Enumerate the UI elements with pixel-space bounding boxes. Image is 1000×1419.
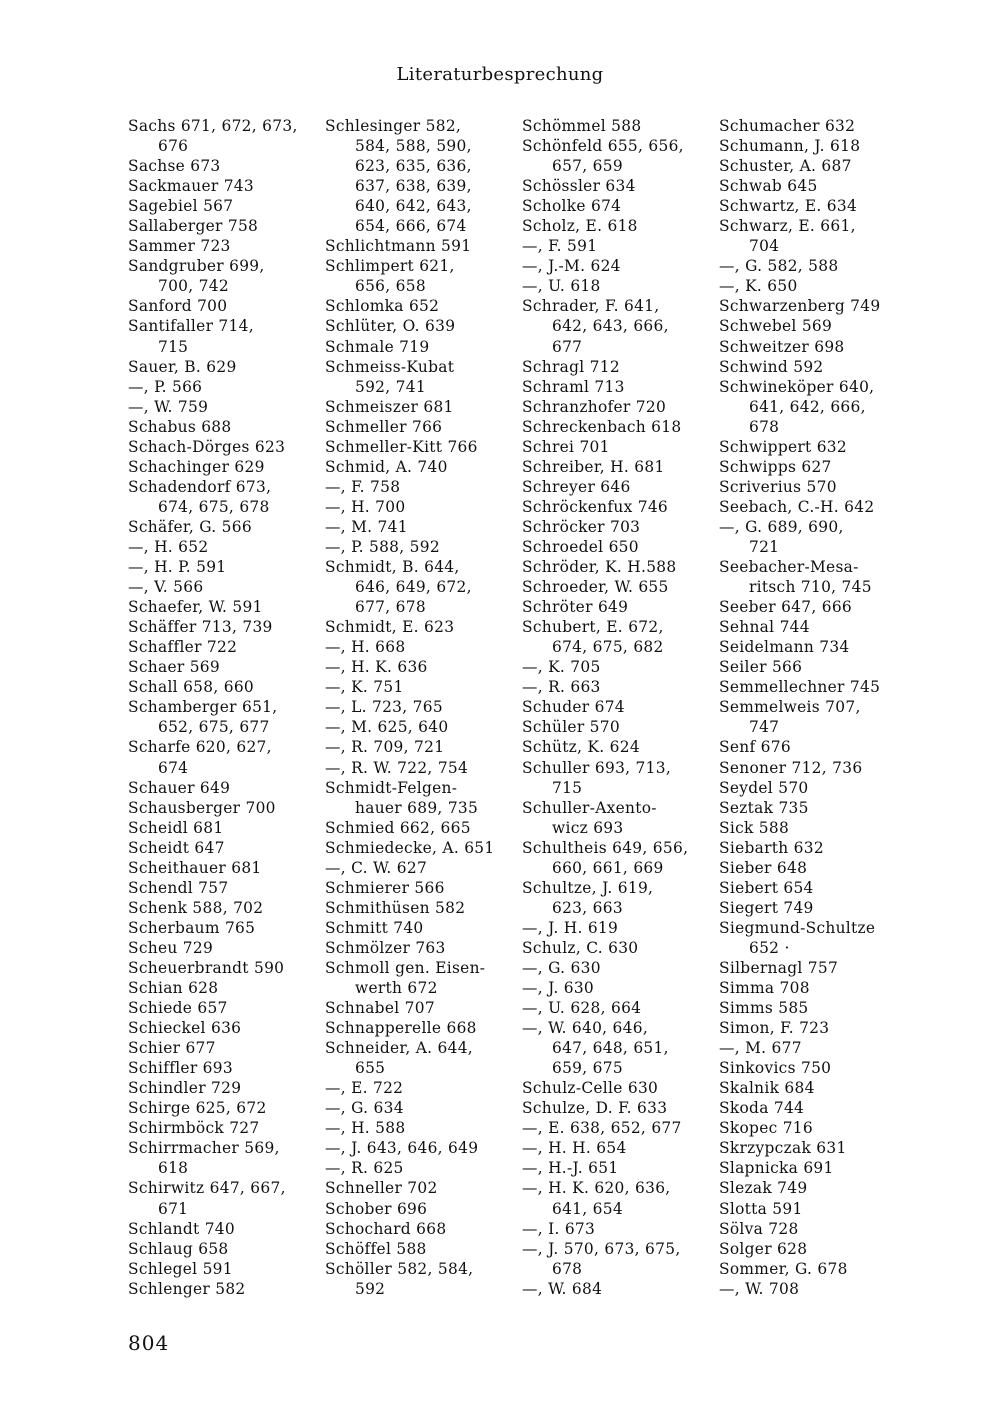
index-entry: Schultheis 649, 656, bbox=[522, 838, 689, 857]
index-entry: Schössler 634 bbox=[522, 177, 636, 196]
index-entry: Scheidt 647 bbox=[128, 838, 225, 857]
index-entry: Sommer, G. 678 bbox=[719, 1259, 848, 1278]
index-entry: Schwab 645 bbox=[719, 177, 818, 196]
index-entry: Schlegel 591 bbox=[128, 1259, 233, 1278]
index-entry: Schmithüsen 582 bbox=[325, 898, 466, 917]
index-entry: Semmellechner 745 bbox=[719, 678, 881, 697]
index-entry: Schumann, J. 618 bbox=[719, 137, 861, 156]
index-entry: Skopec 716 bbox=[719, 1119, 813, 1138]
index-entry: Schröckenfux 746 bbox=[522, 497, 669, 516]
index-entry: Schroedel 650 bbox=[522, 537, 639, 556]
index-entry: Schober 696 bbox=[325, 1199, 428, 1218]
index-entry-continuation: 747 bbox=[749, 718, 780, 737]
index-entry: Siebert 654 bbox=[719, 878, 814, 897]
index-entry: Schwartz, E. 634 bbox=[719, 197, 858, 216]
index-entry: —, H. 588 bbox=[325, 1119, 406, 1138]
index-entry: Schwebel 569 bbox=[719, 317, 833, 336]
index-entry: Seztak 735 bbox=[719, 798, 809, 817]
index-entry: Schönfeld 655, 656, bbox=[522, 137, 684, 156]
index-entry-continuation: 623, 663 bbox=[552, 898, 623, 917]
index-entry: —, G. 689, 690, bbox=[719, 517, 844, 536]
index-entry: Seiler 566 bbox=[719, 658, 803, 677]
index-entry: Scheuerbrandt 590 bbox=[128, 958, 285, 977]
index-entry: Schuder 674 bbox=[522, 698, 625, 717]
index-entry: Skrzypczak 631 bbox=[719, 1139, 847, 1158]
index-entry: Schwarzenberg 749 bbox=[719, 297, 881, 316]
index-entry-continuation: ritsch 710, 745 bbox=[749, 578, 872, 597]
index-entry: —, U. 618 bbox=[522, 277, 601, 296]
index-entry: Schranzhofer 720 bbox=[522, 397, 667, 416]
index-entry-continuation: 677 bbox=[552, 337, 583, 356]
index-entry: —, W. 708 bbox=[719, 1279, 800, 1298]
index-entry: Schirmböck 727 bbox=[128, 1119, 260, 1138]
index-entry: Schrader, F. 641, bbox=[522, 297, 660, 316]
index-entry: Schnapperelle 668 bbox=[325, 1019, 477, 1038]
index-column-3 bbox=[522, 116, 702, 1299]
index-entry: —, H. P. 591 bbox=[128, 558, 227, 577]
index-entry: Schwipps 627 bbox=[719, 457, 832, 476]
index-entry: Schaer 569 bbox=[128, 658, 220, 677]
index-entry: Skoda 744 bbox=[719, 1099, 805, 1118]
index-entry: Sachse 673 bbox=[128, 157, 221, 176]
index-entry: Senf 676 bbox=[719, 738, 791, 757]
index-entry: Schöller 582, 584, bbox=[325, 1259, 474, 1278]
index-entry-continuation: 660, 661, 669 bbox=[552, 858, 664, 877]
index-entry-continuation: 623, 635, 636, bbox=[355, 157, 472, 176]
index-entry: Sölva 728 bbox=[719, 1219, 799, 1238]
index-entry: Schüler 570 bbox=[522, 718, 620, 737]
index-entry: Sauer, B. 629 bbox=[128, 357, 237, 376]
index-entry: —, G. 630 bbox=[522, 958, 601, 977]
index-entry: Scheidl 681 bbox=[128, 818, 224, 837]
index-entry: —, C. W. 627 bbox=[325, 858, 428, 877]
index-entry: Schröcker 703 bbox=[522, 517, 641, 536]
index-entry: Sanford 700 bbox=[128, 297, 228, 316]
index-entry: Sehnal 744 bbox=[719, 618, 810, 637]
index-entry: Schubert, E. 672, bbox=[522, 618, 664, 637]
index-entry: Schirrmacher 569, bbox=[128, 1139, 280, 1158]
index-entry: Schirwitz 647, 667, bbox=[128, 1179, 286, 1198]
index-entry-continuation: 641, 642, 666, bbox=[749, 397, 866, 416]
index-entry: Schlaug 658 bbox=[128, 1239, 229, 1258]
index-entry: Schier 677 bbox=[128, 1039, 216, 1058]
index-entry: Schäffer 713, 739 bbox=[128, 618, 273, 637]
index-entry: —, L. 723, 765 bbox=[325, 698, 443, 717]
index-entry: —, H. 652 bbox=[128, 537, 209, 556]
index-entry: —, K. 751 bbox=[325, 678, 404, 697]
index-entry: Schabus 688 bbox=[128, 417, 232, 436]
index-entry: Seeber 647, 666 bbox=[719, 598, 853, 617]
index-entry: Schnabel 707 bbox=[325, 999, 435, 1018]
index-entry: —, R. 625 bbox=[325, 1159, 404, 1178]
index-entry: —, F. 591 bbox=[522, 237, 598, 256]
index-entry: Schmitt 740 bbox=[325, 918, 424, 937]
index-entry: Sachs 671, 672, 673, bbox=[128, 117, 298, 135]
index-entry: Schieckel 636 bbox=[128, 1019, 242, 1038]
index-entry: Schweitzer 698 bbox=[719, 337, 845, 356]
index-entry: Schlandt 740 bbox=[128, 1219, 235, 1238]
index-entry: Scherbaum 765 bbox=[128, 918, 256, 937]
index-entry: Schöffel 588 bbox=[325, 1239, 427, 1258]
index-entry: —, H. K. 636 bbox=[325, 658, 428, 677]
index-entry: —, J.-M. 624 bbox=[522, 257, 621, 276]
index-entry: Schaefer, W. 591 bbox=[128, 598, 263, 617]
index-entry: Schadendorf 673, bbox=[128, 477, 272, 496]
index-entry: Schröter 649 bbox=[522, 598, 629, 617]
index-entry: —, R. 663 bbox=[522, 678, 601, 697]
index-entry: Schlomka 652 bbox=[325, 297, 440, 316]
index-entry: Siebarth 632 bbox=[719, 838, 824, 857]
index-entry: —, H. 700 bbox=[325, 497, 406, 516]
index-entry: Schmeller-Kitt 766 bbox=[325, 437, 478, 456]
index-entry: Schmiedecke, A. 651 bbox=[325, 838, 495, 857]
index-entry-continuation: 652, 675, 677 bbox=[158, 718, 270, 737]
index-entry: Schulz, C. 630 bbox=[522, 938, 639, 957]
index-entry-continuation: hauer 689, 735 bbox=[355, 798, 479, 817]
index-entry-continuation: wicz 693 bbox=[552, 818, 624, 837]
index-entry: Slotta 591 bbox=[719, 1199, 803, 1218]
index-entry: Schlesinger 582, bbox=[325, 117, 462, 135]
index-entry: Schütz, K. 624 bbox=[522, 738, 640, 757]
index-entry-continuation: 674 bbox=[158, 758, 189, 777]
index-entry: Schneller 702 bbox=[325, 1179, 438, 1198]
index-entry: Sallaberger 758 bbox=[128, 217, 259, 236]
index-entry-continuation: 618 bbox=[158, 1159, 189, 1178]
index-entry: Sinkovics 750 bbox=[719, 1059, 832, 1078]
index-entry: Simms 585 bbox=[719, 999, 809, 1018]
index-entry-continuation: 676 bbox=[158, 137, 189, 156]
index-entry-continuation: 637, 638, 639, bbox=[355, 177, 472, 196]
index-entry: Schömmel 588 bbox=[522, 117, 642, 135]
index-entry: Seebach, C.-H. 642 bbox=[719, 497, 875, 516]
index-entry-continuation: 655 bbox=[355, 1059, 386, 1078]
index-entry: —, W. 640, 646, bbox=[522, 1019, 649, 1038]
index-entry: Schmeiss-Kubat bbox=[325, 357, 455, 376]
index-entry: —, R. 709, 721 bbox=[325, 738, 445, 757]
index-entry: Siegert 749 bbox=[719, 898, 814, 917]
index-entry: Scheu 729 bbox=[128, 938, 214, 957]
index-column-2 bbox=[325, 116, 505, 1299]
index-entry: Schochard 668 bbox=[325, 1219, 447, 1238]
index-entry: —, H. H. 654 bbox=[522, 1139, 627, 1158]
index-entry-continuation: 715 bbox=[158, 337, 189, 356]
index-entry: Schiffler 693 bbox=[128, 1059, 233, 1078]
index-entry: Schwippert 632 bbox=[719, 437, 847, 456]
index-entry: Simma 708 bbox=[719, 979, 810, 998]
index-entry: Schauer 649 bbox=[128, 778, 231, 797]
index-entry: Schuller-Axento- bbox=[522, 798, 657, 817]
index-entry-continuation: 640, 642, 643, bbox=[355, 197, 472, 216]
index-entry: Siegmund-Schultze bbox=[719, 918, 876, 937]
index-entry: —, V. 566 bbox=[128, 578, 204, 597]
index-entry-continuation: 677, 678 bbox=[355, 598, 426, 617]
index-entry: Schumacher 632 bbox=[719, 117, 856, 135]
index-entry: Sick 588 bbox=[719, 818, 790, 837]
index-entry-continuation: 700, 742 bbox=[158, 277, 229, 296]
index-entry-continuation: 584, 588, 590, bbox=[355, 137, 472, 156]
index-entry: —, R. W. 722, 754 bbox=[325, 758, 469, 777]
index-entry: Scholz, E. 618 bbox=[522, 217, 638, 236]
index-entry: Schröder, K. H.588 bbox=[522, 558, 677, 577]
index-entry: Schmeiszer 681 bbox=[325, 397, 454, 416]
index-entry: Schmidt-Felgen- bbox=[325, 778, 458, 797]
index-entry: Schragl 712 bbox=[522, 357, 620, 376]
index-entry: Schulz-Celle 630 bbox=[522, 1079, 659, 1098]
index-entry: Schiede 657 bbox=[128, 999, 228, 1018]
index-entry: Schraml 713 bbox=[522, 377, 625, 396]
index-entry: Sieber 648 bbox=[719, 858, 808, 877]
index-entry: —, F. 758 bbox=[325, 477, 401, 496]
index-entry-continuation: 671 bbox=[158, 1199, 189, 1218]
index-entry: Schmeller 766 bbox=[325, 417, 443, 436]
index-entry: Seebacher-Mesa- bbox=[719, 558, 859, 577]
index-entry-continuation: 659, 675 bbox=[552, 1059, 623, 1078]
index-entry: Schmied 662, 665 bbox=[325, 818, 471, 837]
index-entry: Schausberger 700 bbox=[128, 798, 276, 817]
index-entry: Scriverius 570 bbox=[719, 477, 837, 496]
index-entry: —, K. 705 bbox=[522, 658, 601, 677]
index-entry: Schendl 757 bbox=[128, 878, 229, 897]
index-entry-continuation: 592 bbox=[355, 1279, 386, 1298]
index-entry: —, E. 638, 652, 677 bbox=[522, 1119, 682, 1138]
index-entry-continuation: 678 bbox=[552, 1259, 583, 1278]
index-entry-continuation: 657, 659 bbox=[552, 157, 623, 176]
index-entry-continuation: werth 672 bbox=[355, 979, 438, 998]
index-entry: —, H.-J. 651 bbox=[522, 1159, 619, 1178]
index-entry: —, J. 570, 673, 675, bbox=[522, 1239, 681, 1258]
index-entry: Schreckenbach 618 bbox=[522, 417, 682, 436]
page-number: 804 bbox=[128, 1331, 170, 1355]
index-entry: Schmidt, B. 644, bbox=[325, 558, 460, 577]
index-entry: Schreyer 646 bbox=[522, 477, 631, 496]
index-entry-continuation: 674, 675, 682 bbox=[552, 638, 664, 657]
index-entry: Schäfer, G. 566 bbox=[128, 517, 252, 536]
index-entry: —, J. 643, 646, 649 bbox=[325, 1139, 479, 1158]
index-entry: Schroeder, W. 655 bbox=[522, 578, 669, 597]
index-entry: Schwineköper 640, bbox=[719, 377, 875, 396]
index-entry: —, M. 677 bbox=[719, 1039, 802, 1058]
index-entry: Semmelweis 707, bbox=[719, 698, 861, 717]
index-entry: —, M. 741 bbox=[325, 517, 408, 536]
index-entry: Schrei 701 bbox=[522, 437, 610, 456]
index-entry: Seidelmann 734 bbox=[719, 638, 850, 657]
index-entry: Senoner 712, 736 bbox=[719, 758, 863, 777]
index-entry: Schach-Dörges 623 bbox=[128, 437, 286, 456]
index-entry: Schmierer 566 bbox=[325, 878, 445, 897]
index-entry: Schulze, D. F. 633 bbox=[522, 1099, 668, 1118]
index-entry: Scholke 674 bbox=[522, 197, 622, 216]
index-entry: Solger 628 bbox=[719, 1239, 808, 1258]
index-entry-continuation: 641, 654 bbox=[552, 1199, 623, 1218]
index-entry: —, G. 582, 588 bbox=[719, 257, 839, 276]
index-entry: Schmoll gen. Eisen- bbox=[325, 958, 486, 977]
index-column-1 bbox=[128, 116, 308, 1299]
index-entry: Santifaller 714, bbox=[128, 317, 254, 336]
index-entry: Seydel 570 bbox=[719, 778, 809, 797]
index-entry: Schian 628 bbox=[128, 979, 219, 998]
index-entry: Schuster, A. 687 bbox=[719, 157, 852, 176]
index-entry: Sammer 723 bbox=[128, 237, 231, 256]
index-entry: —, H. 668 bbox=[325, 638, 406, 657]
index-entry: Skalnik 684 bbox=[719, 1079, 815, 1098]
index-entry: Schamberger 651, bbox=[128, 698, 278, 717]
index-entry: —, W. 759 bbox=[128, 397, 209, 416]
index-entry-continuation: 678 bbox=[749, 417, 780, 436]
index-entry: —, W. 684 bbox=[522, 1279, 603, 1298]
index-entry-continuation: 715 bbox=[552, 778, 583, 797]
index-entry-continuation: 654, 666, 674 bbox=[355, 217, 467, 236]
index-entry: Schlüter, O. 639 bbox=[325, 317, 456, 336]
index-entry: —, G. 634 bbox=[325, 1099, 404, 1118]
index-entry-continuation: 704 bbox=[749, 237, 780, 256]
index-column-4 bbox=[719, 116, 899, 1299]
index-entry: —, J. 630 bbox=[522, 979, 595, 998]
index-entry: —, P. 588, 592 bbox=[325, 537, 440, 556]
index-entry-continuation: 592, 741 bbox=[355, 377, 426, 396]
index-entry: Sagebiel 567 bbox=[128, 197, 234, 216]
index-entry: —, P. 566 bbox=[128, 377, 203, 396]
index-entry: Schaffler 722 bbox=[128, 638, 238, 657]
index-entry-continuation: 721 bbox=[749, 537, 780, 556]
index-entry: Schwarz, E. 661, bbox=[719, 217, 856, 236]
index-entry: —, H. K. 620, 636, bbox=[522, 1179, 671, 1198]
index-entry: —, U. 628, 664 bbox=[522, 999, 642, 1018]
index-entry: —, E. 722 bbox=[325, 1079, 404, 1098]
index-entry: —, I. 673 bbox=[522, 1219, 596, 1238]
index-entry: Schenk 588, 702 bbox=[128, 898, 264, 917]
index-entry: Schmölzer 763 bbox=[325, 938, 446, 957]
index-entry: Schuller 693, 713, bbox=[522, 758, 672, 777]
index-entry: Schultze, J. 619, bbox=[522, 878, 654, 897]
index-entry: Schreiber, H. 681 bbox=[522, 457, 665, 476]
index-entry: Schmid, A. 740 bbox=[325, 457, 448, 476]
index-entry: Schirge 625, 672 bbox=[128, 1099, 267, 1118]
index-entry-continuation: 647, 648, 651, bbox=[552, 1039, 669, 1058]
index-entry: Slapnicka 691 bbox=[719, 1159, 834, 1178]
index-entry-continuation: 646, 649, 672, bbox=[355, 578, 472, 597]
index-entry-continuation: 652 · bbox=[749, 938, 790, 957]
index-entry: Schmale 719 bbox=[325, 337, 430, 356]
index-entry: Scharfe 620, 627, bbox=[128, 738, 272, 757]
index-entry: Scheithauer 681 bbox=[128, 858, 262, 877]
index-entry-continuation: 674, 675, 678 bbox=[158, 497, 270, 516]
index-entry: Silbernagl 757 bbox=[719, 958, 839, 977]
index-entry: —, M. 625, 640 bbox=[325, 718, 449, 737]
index-entry: Schall 658, 660 bbox=[128, 678, 255, 697]
index-entry: Sandgruber 699, bbox=[128, 257, 265, 276]
index-entry: Simon, F. 723 bbox=[719, 1019, 830, 1038]
index-entry: —, K. 650 bbox=[719, 277, 798, 296]
index-entry: Slezak 749 bbox=[719, 1179, 808, 1198]
page-header: Literaturbesprechung bbox=[396, 64, 604, 85]
index-entry: Schwind 592 bbox=[719, 357, 824, 376]
index-entry-continuation: 642, 643, 666, bbox=[552, 317, 669, 336]
index-entry: Schindler 729 bbox=[128, 1079, 242, 1098]
index-entry: Schlichtmann 591 bbox=[325, 237, 472, 256]
index-entry: Schmidt, E. 623 bbox=[325, 618, 455, 637]
index-entry: —, J. H. 619 bbox=[522, 918, 619, 937]
index-entry: Schachinger 629 bbox=[128, 457, 265, 476]
index-entry: Schlimpert 621, bbox=[325, 257, 455, 276]
index-entry: Schlenger 582 bbox=[128, 1279, 246, 1298]
index-entry: Schneider, A. 644, bbox=[325, 1039, 473, 1058]
index-entry-continuation: 656, 658 bbox=[355, 277, 426, 296]
index-entry: Sackmauer 743 bbox=[128, 177, 254, 196]
